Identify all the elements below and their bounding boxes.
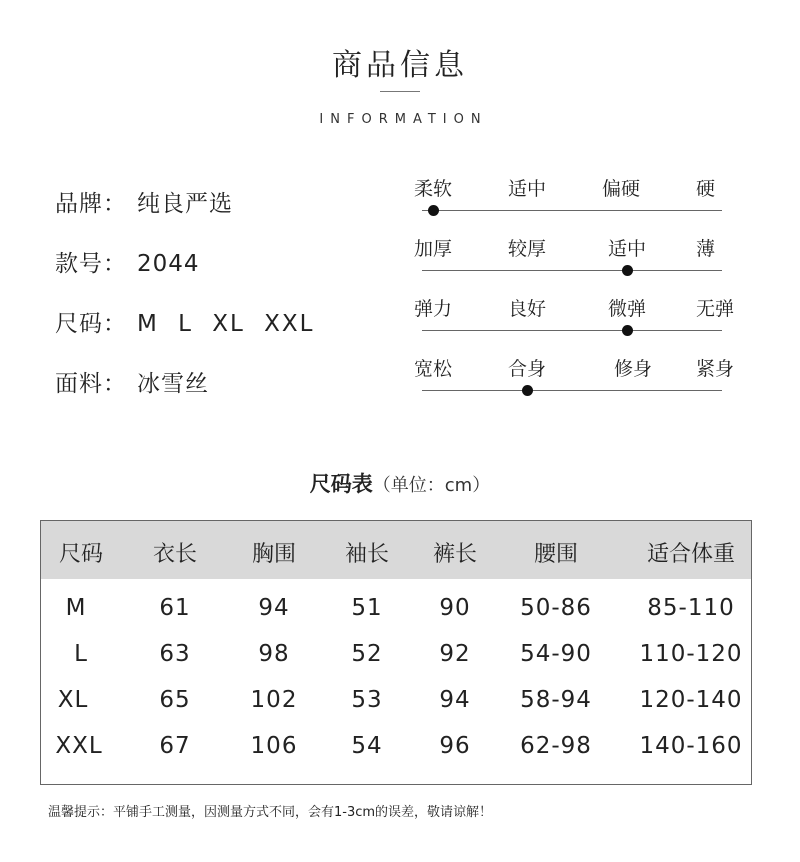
cell-size: XXL — [55, 733, 103, 759]
cell-pants-length: 94 — [439, 687, 471, 713]
info-brand-label: 品牌： — [55, 191, 127, 217]
scale-softness-track — [422, 210, 722, 211]
cell-waist: 62-98 — [520, 733, 592, 759]
scale-elasticity-track — [422, 330, 722, 331]
scale-softness — [412, 174, 752, 224]
cell-weight: 110-120 — [639, 641, 743, 667]
scale-softness-option-1: 柔软 — [414, 178, 453, 200]
size-table-unit: （单位：cm） — [372, 475, 491, 496]
info-fabric — [55, 365, 209, 398]
cell-weight: 120-140 — [639, 687, 743, 713]
scale-elasticity-option-1: 弹力 — [414, 298, 453, 320]
scale-elasticity-option-4: 无弹 — [696, 298, 735, 320]
cell-pants-length: 92 — [439, 641, 471, 667]
scale-thickness-track — [422, 270, 722, 271]
cell-waist: 58-94 — [520, 687, 592, 713]
cell-length: 67 — [159, 733, 191, 759]
info-sizes-label: 尺码： — [55, 311, 127, 337]
cell-chest: 94 — [258, 595, 290, 621]
cell-sleeve: 52 — [351, 641, 383, 667]
table-row — [41, 725, 751, 771]
cell-waist: 54-90 — [520, 641, 592, 667]
scale-thickness-marker — [622, 265, 633, 276]
scale-thickness-option-4: 薄 — [696, 238, 716, 260]
header-chest: 胸围 — [251, 542, 297, 567]
header-length: 衣长 — [152, 542, 198, 567]
scale-thickness-option-2: 较厚 — [508, 238, 547, 260]
scale-thickness-option-3: 适中 — [608, 238, 647, 260]
scale-softness-marker — [428, 205, 439, 216]
header-pants-length: 裤长 — [432, 542, 478, 567]
cell-chest: 102 — [250, 687, 298, 713]
cell-length: 63 — [159, 641, 191, 667]
scale-fit-track — [422, 390, 722, 391]
title-divider — [380, 91, 420, 92]
page-title: 商品信息 — [332, 48, 468, 83]
scale-elasticity-marker — [622, 325, 633, 336]
cell-length: 65 — [159, 687, 191, 713]
cell-sleeve: 53 — [351, 687, 383, 713]
cell-sleeve: 54 — [351, 733, 383, 759]
info-style-number-label: 款号： — [55, 251, 127, 277]
scale-thickness-option-1: 加厚 — [414, 238, 453, 260]
scale-elasticity-option-3: 微弹 — [608, 298, 647, 320]
scale-fit-marker — [522, 385, 533, 396]
scale-fit-option-2: 合身 — [508, 358, 547, 380]
cell-waist: 50-86 — [520, 595, 592, 621]
scale-fit — [412, 354, 752, 404]
scale-softness-option-2: 适中 — [508, 178, 547, 200]
cell-pants-length: 96 — [439, 733, 471, 759]
table-row — [41, 633, 751, 679]
scale-fit-option-1: 宽松 — [414, 358, 453, 380]
scale-fit-option-4: 紧身 — [696, 358, 735, 380]
footnote: 温馨提示：平铺手工测量，因测量方式不同，会有1-3cm的误差，敬请谅解！ — [48, 805, 493, 820]
size-table — [40, 520, 752, 785]
cell-chest: 98 — [258, 641, 290, 667]
cell-weight: 85-110 — [647, 595, 735, 621]
info-fabric-label: 面料： — [55, 371, 127, 397]
size-table-header — [41, 521, 751, 579]
header-waist: 腰围 — [533, 542, 579, 567]
scale-elasticity — [412, 294, 752, 344]
info-brand — [55, 185, 233, 218]
info-style-number-value: 2044 — [137, 251, 200, 277]
header-sleeve: 袖长 — [344, 542, 390, 567]
cell-length: 61 — [159, 595, 191, 621]
table-row — [41, 587, 751, 633]
cell-size: L — [74, 641, 88, 667]
info-style-number — [55, 245, 200, 278]
table-row — [41, 679, 751, 725]
info-sizes — [55, 305, 315, 338]
header-size: 尺码 — [58, 542, 104, 567]
scale-thickness — [412, 234, 752, 284]
cell-size: M — [65, 595, 87, 621]
cell-sleeve: 51 — [351, 595, 383, 621]
cell-size: XL — [57, 687, 89, 713]
cell-pants-length: 90 — [439, 595, 471, 621]
cell-weight: 140-160 — [639, 733, 743, 759]
cell-chest: 106 — [250, 733, 298, 759]
size-table-title — [0, 468, 800, 498]
info-fabric-value: 冰雪丝 — [137, 371, 209, 397]
header-weight: 适合体重 — [646, 542, 736, 567]
scale-elasticity-option-2: 良好 — [508, 298, 547, 320]
page-subtitle: INFORMATION — [319, 112, 488, 127]
info-sizes-value: M L XL XXL — [137, 311, 315, 337]
scale-softness-option-4: 硬 — [696, 178, 716, 200]
scale-fit-option-3: 修身 — [614, 358, 653, 380]
info-brand-value: 纯良严选 — [137, 191, 233, 217]
scale-softness-option-3: 偏硬 — [602, 178, 641, 200]
size-table-title-text: 尺码表 — [309, 472, 373, 496]
